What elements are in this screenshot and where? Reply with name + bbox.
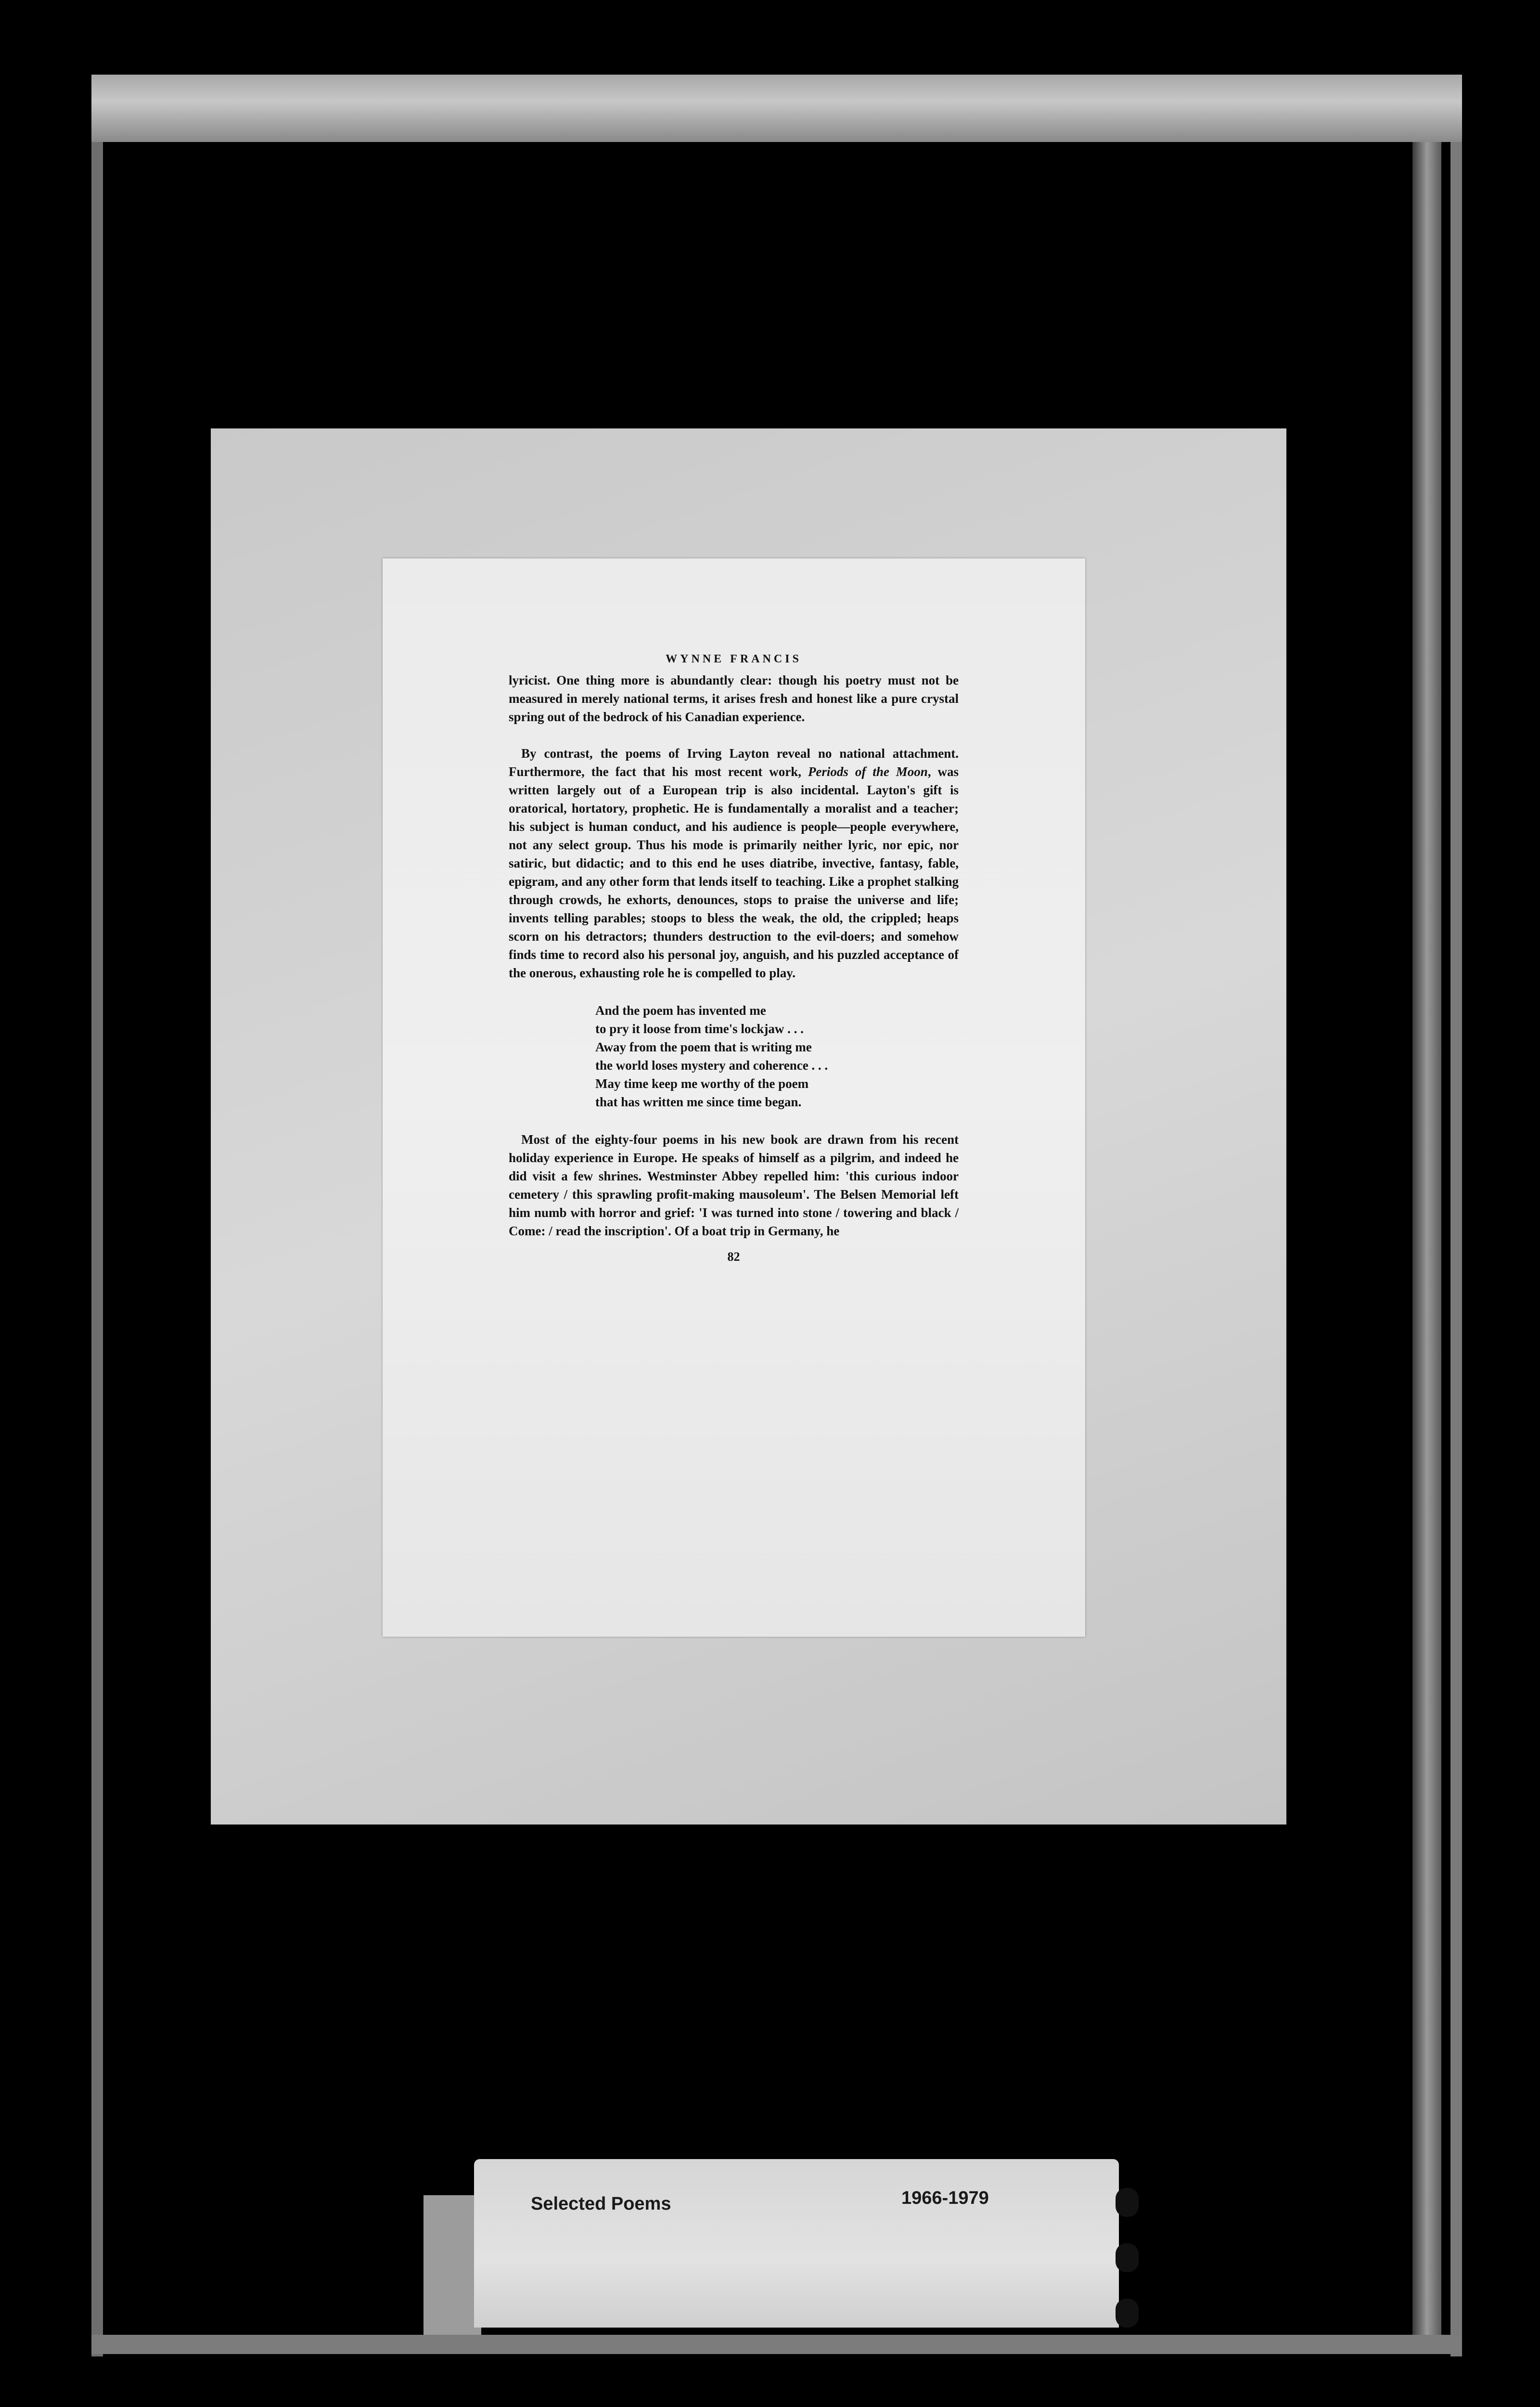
paragraph-2 xyxy=(509,744,959,982)
paragraph-1: lyricist. One thing more is abundantly clear: though his poetry must not be measured in merely national terms, it arises fresh and honest like a pure crystal spring out of the bedrock of his Canadian experience. xyxy=(509,673,959,724)
paragraph-2-before: By contrast, the poems of Irving Layton reveal no national attachment. Furthermore, the fact that his most recent work, xyxy=(509,746,959,779)
poem-line: that has written me since time began. xyxy=(595,1095,802,1109)
sprocket-hole xyxy=(1116,2243,1139,2272)
label-years: 1966-1979 xyxy=(901,2188,989,2208)
sprocket-hole xyxy=(1116,2299,1139,2328)
label-title: Selected Poems xyxy=(531,2194,671,2214)
paragraph-3: Most of the eighty-four poems in his new book are drawn from his recent holiday experience in Europe. He speaks of himself as a pilgrim, and indeed he did visit a few shrines. Westminster Abbey repelled him: 'this curious indoor cemetery / this sprawling profit-making mausoleum'. The Belsen Memorial left him numb with horror and grief: 'I was turned into stone / towering and black / Come: / read the inscription'. Of a boat trip in Germany, he xyxy=(509,1132,959,1238)
film-edge-strip xyxy=(1412,142,1441,2337)
paragraph-2-after: , was written largely out of a European trip is also incidental. Layton's gift is oratorical, hortatory, prophetic. He is fundamentally a moralist and a teacher; his subject is human conduct, and his audience is people—people everywhere, not any select group. Thus his mode is primarily neither lyric, nor epic, nor satiric, but didactic; and to this end he uses diatribe, invective, fantasy, fable, epigram, and any other form that lends itself to teaching. Like a prophet stalking through crowds, he exhorts, denounces, stops to praise the universe and life; invents telling parables; stoops to bless the weak, the old, the crippled; heaps scorn on his detractors; thunders destruction to the evil-doers; and somehow finds time to record also his personal joy, anguish, and his puzzled acceptance of the onerous, exhausting role he is compelled to play. xyxy=(509,764,959,980)
film-bottom-edge xyxy=(91,2335,1462,2354)
sprocket-hole xyxy=(1116,2188,1139,2217)
label-tab xyxy=(424,2195,481,2335)
page-number: 82 xyxy=(727,1250,740,1264)
poem-line: May time keep me worthy of the poem xyxy=(595,1076,809,1091)
running-head: WYNNE FRANCIS xyxy=(666,653,802,665)
poem-line: the world loses mystery and coherence . . . xyxy=(595,1058,828,1073)
document-page xyxy=(383,558,1085,1637)
poem-quote xyxy=(595,1001,959,1111)
film-top-edge xyxy=(91,75,1462,142)
poem-line: to pry it loose from time's lockjaw . . . xyxy=(595,1022,804,1036)
page-body xyxy=(509,650,959,1266)
poem-line: And the poem has invented me xyxy=(595,1003,766,1018)
film-label xyxy=(474,2159,1119,2328)
book-title: Periods of the Moon xyxy=(808,764,928,779)
poem-line: Away from the poem that is writing me xyxy=(595,1040,812,1054)
